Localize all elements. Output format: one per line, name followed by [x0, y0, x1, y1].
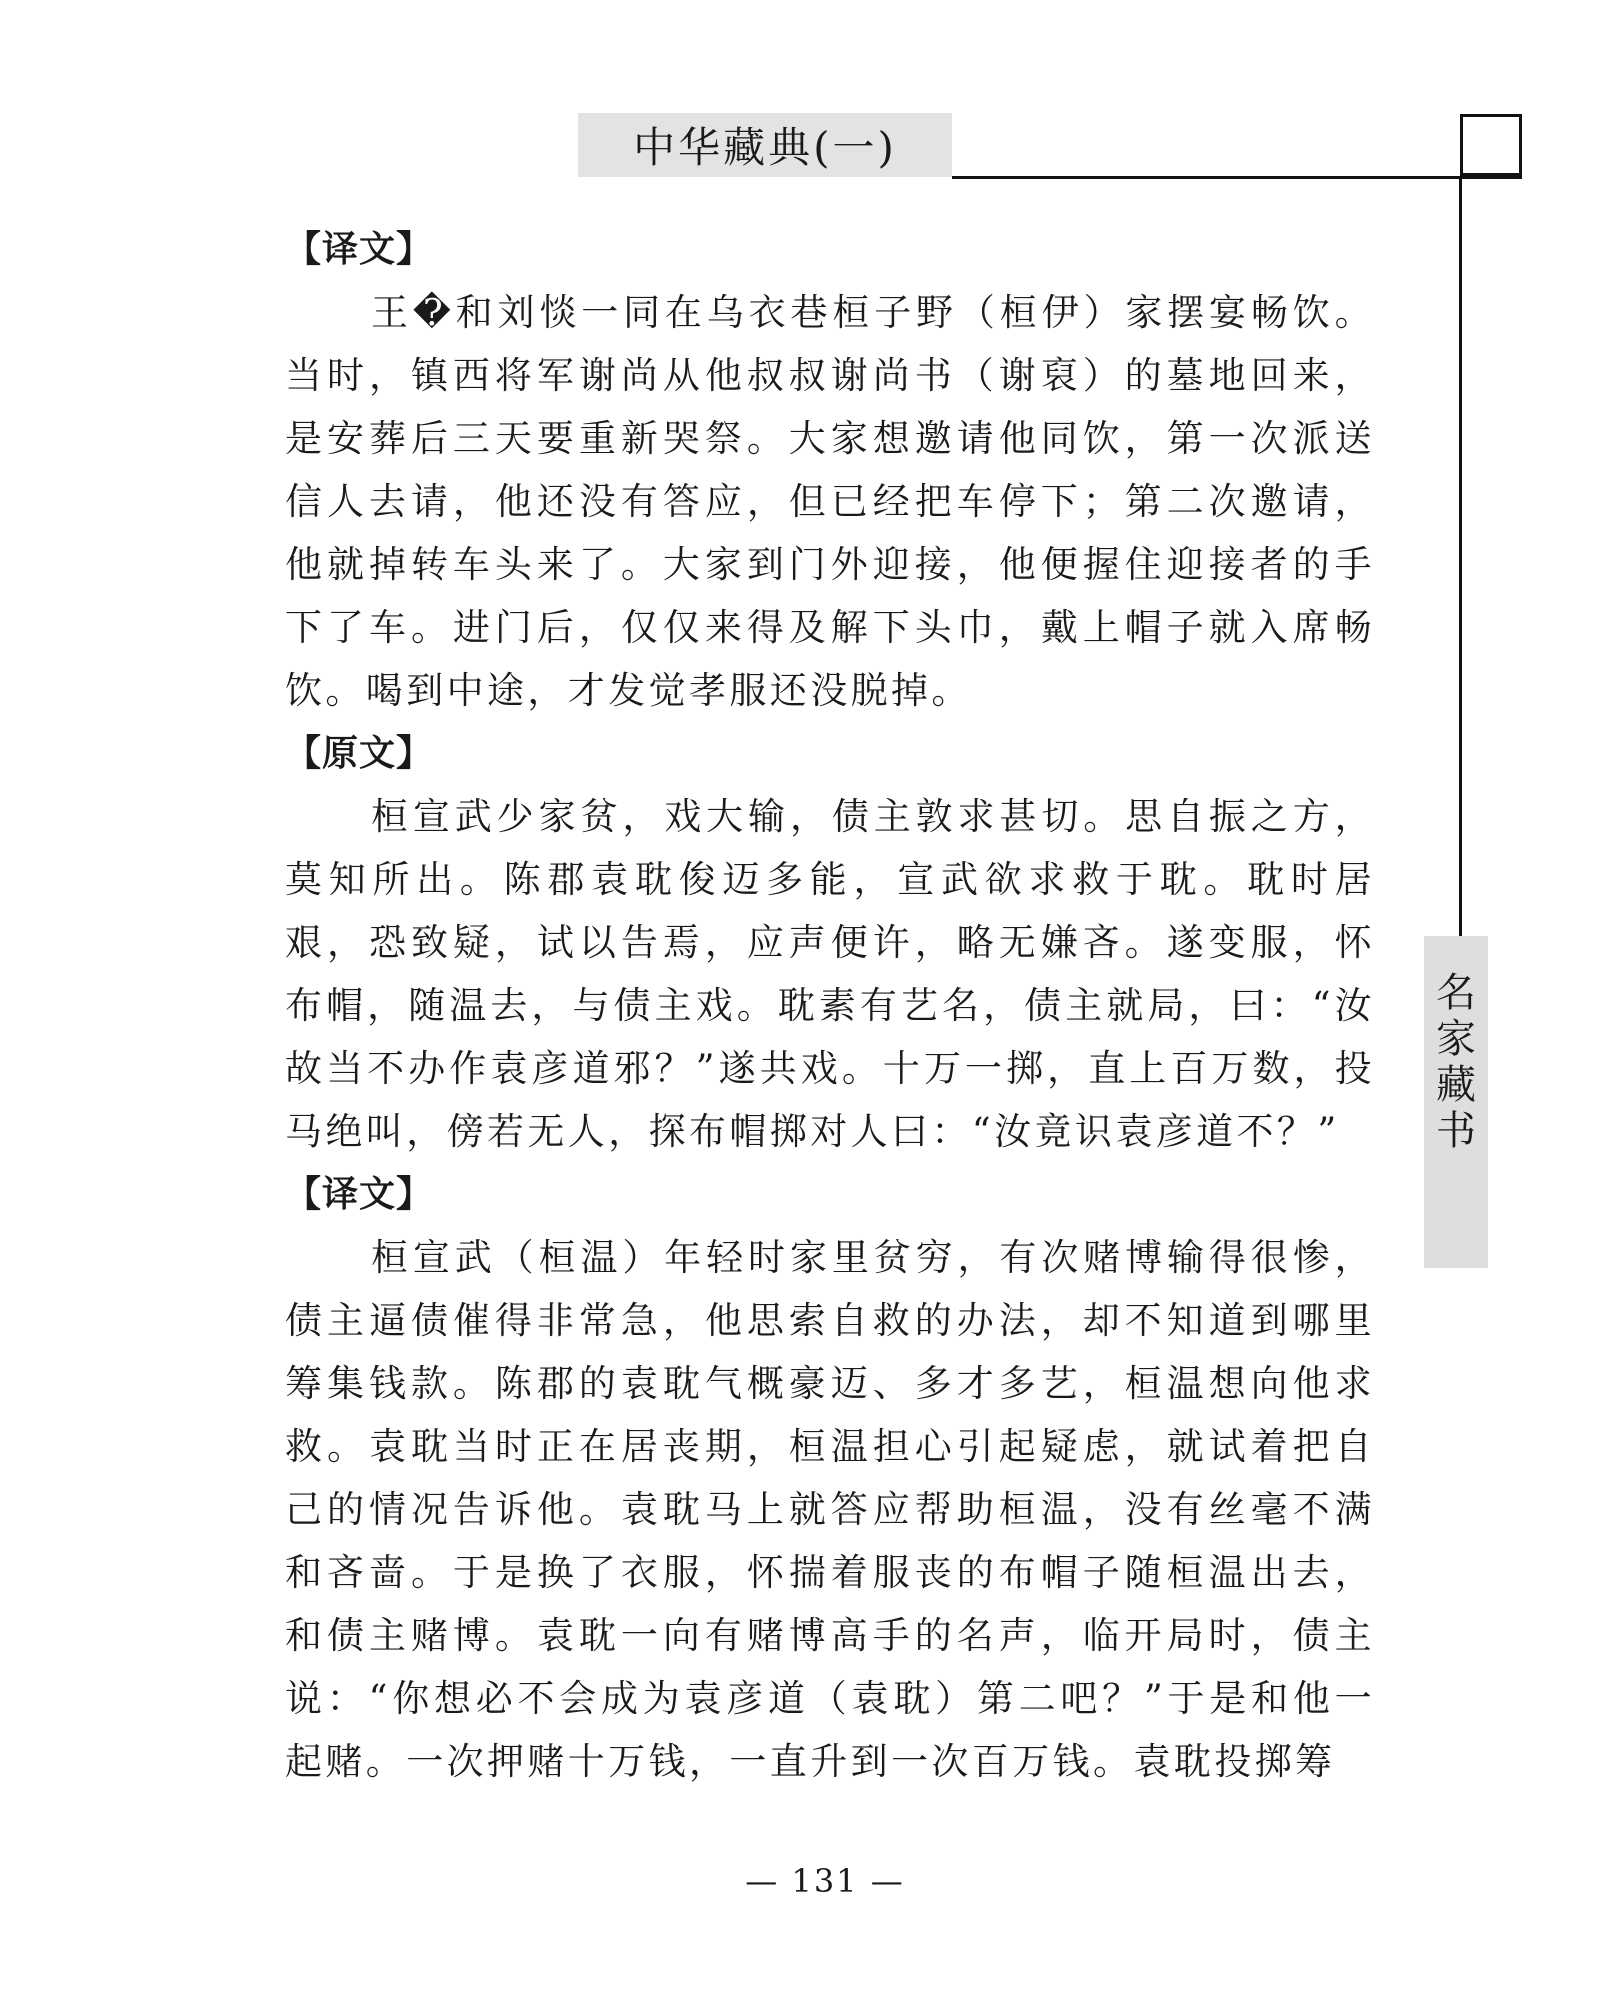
page-number: — 131 — — [745, 1862, 905, 1900]
vertical-rule — [1459, 176, 1462, 936]
translation-paragraph: 桓宣武（桓温）年轻时家里贫穷，有次赌博输得很惨，债主逼债催得非常急，他思索自救的办法，却不知道到哪里筹集钱款。陈郡的袁耽气概豪迈、多才多艺，桓温想向他求救。袁耽当时正在居丧期，桓温担心引起疑虑，就试着把自己的情况告诉他。袁耽马上就答应帮助桓温，没有丝毫不满和吝啬。于是换了衣服，怀揣着服丧的布帽子随桓温出去，和债主赌博。袁耽一向有赌博高手的名声，临开局时，债主说：“你想必不会成为袁彦道（袁耽）第二吧？”于是和他一起赌。一次押赌十万钱，一直升到一次百万钱。袁耽投掷筹 — [285, 1236, 1375, 1783]
book-title-banner — [578, 113, 952, 177]
side-tab-char: 书 — [1436, 1108, 1476, 1154]
side-tab-char: 名 — [1436, 970, 1476, 1016]
header-rule — [952, 176, 1522, 179]
section-heading-translation: 【译文】 — [285, 1174, 434, 1215]
original-paragraph: 桓宣武少家贫，戏大输，债主敦求甚切。思自振之方，莫知所出。陈郡袁耽俊迈多能，宣武欲求救于耽。耽时居艰，恐致疑，试以告焉，应声便许，略无嫌吝。遂变服，怀布帽，随温去，与债主戏。耽素有艺名，债主就局，曰：“汝故当不办作袁彦道邪？”遂共戏。十万一掷，直上百万数，投马绝叫，傍若无人，探布帽掷对人曰：“汝竟识袁彦道不？” — [285, 795, 1375, 1153]
side-tab — [1424, 936, 1488, 1268]
section-heading-original: 【原文】 — [285, 733, 434, 774]
translation-paragraph: 王�和刘惔一同在乌衣巷桓子野（桓伊）家摆宴畅饮。当时，镇西将军谢尚从他叔叔谢尚书（谢裒）的墓地回来，是安葬后三天要重新哭祭。大家想邀请他同饮，第一次派送信人去请，他还没有答应，但已经把车停下；第二次邀请，他就掉转车头来了。大家到门外迎接，他便握住迎接者的手下了车。进门后，仅仅来得及解下头巾，戴上帽子就入席畅饮。喝到中途，才发觉孝服还没脱掉。 — [285, 291, 1375, 712]
page-content — [285, 218, 1375, 1793]
side-tab-char: 家 — [1436, 1016, 1476, 1062]
corner-box — [1460, 114, 1522, 176]
book-title: 中华藏典(一) — [633, 123, 897, 172]
section-heading-translation: 【译文】 — [285, 229, 434, 270]
side-tab-char: 藏 — [1436, 1062, 1476, 1108]
